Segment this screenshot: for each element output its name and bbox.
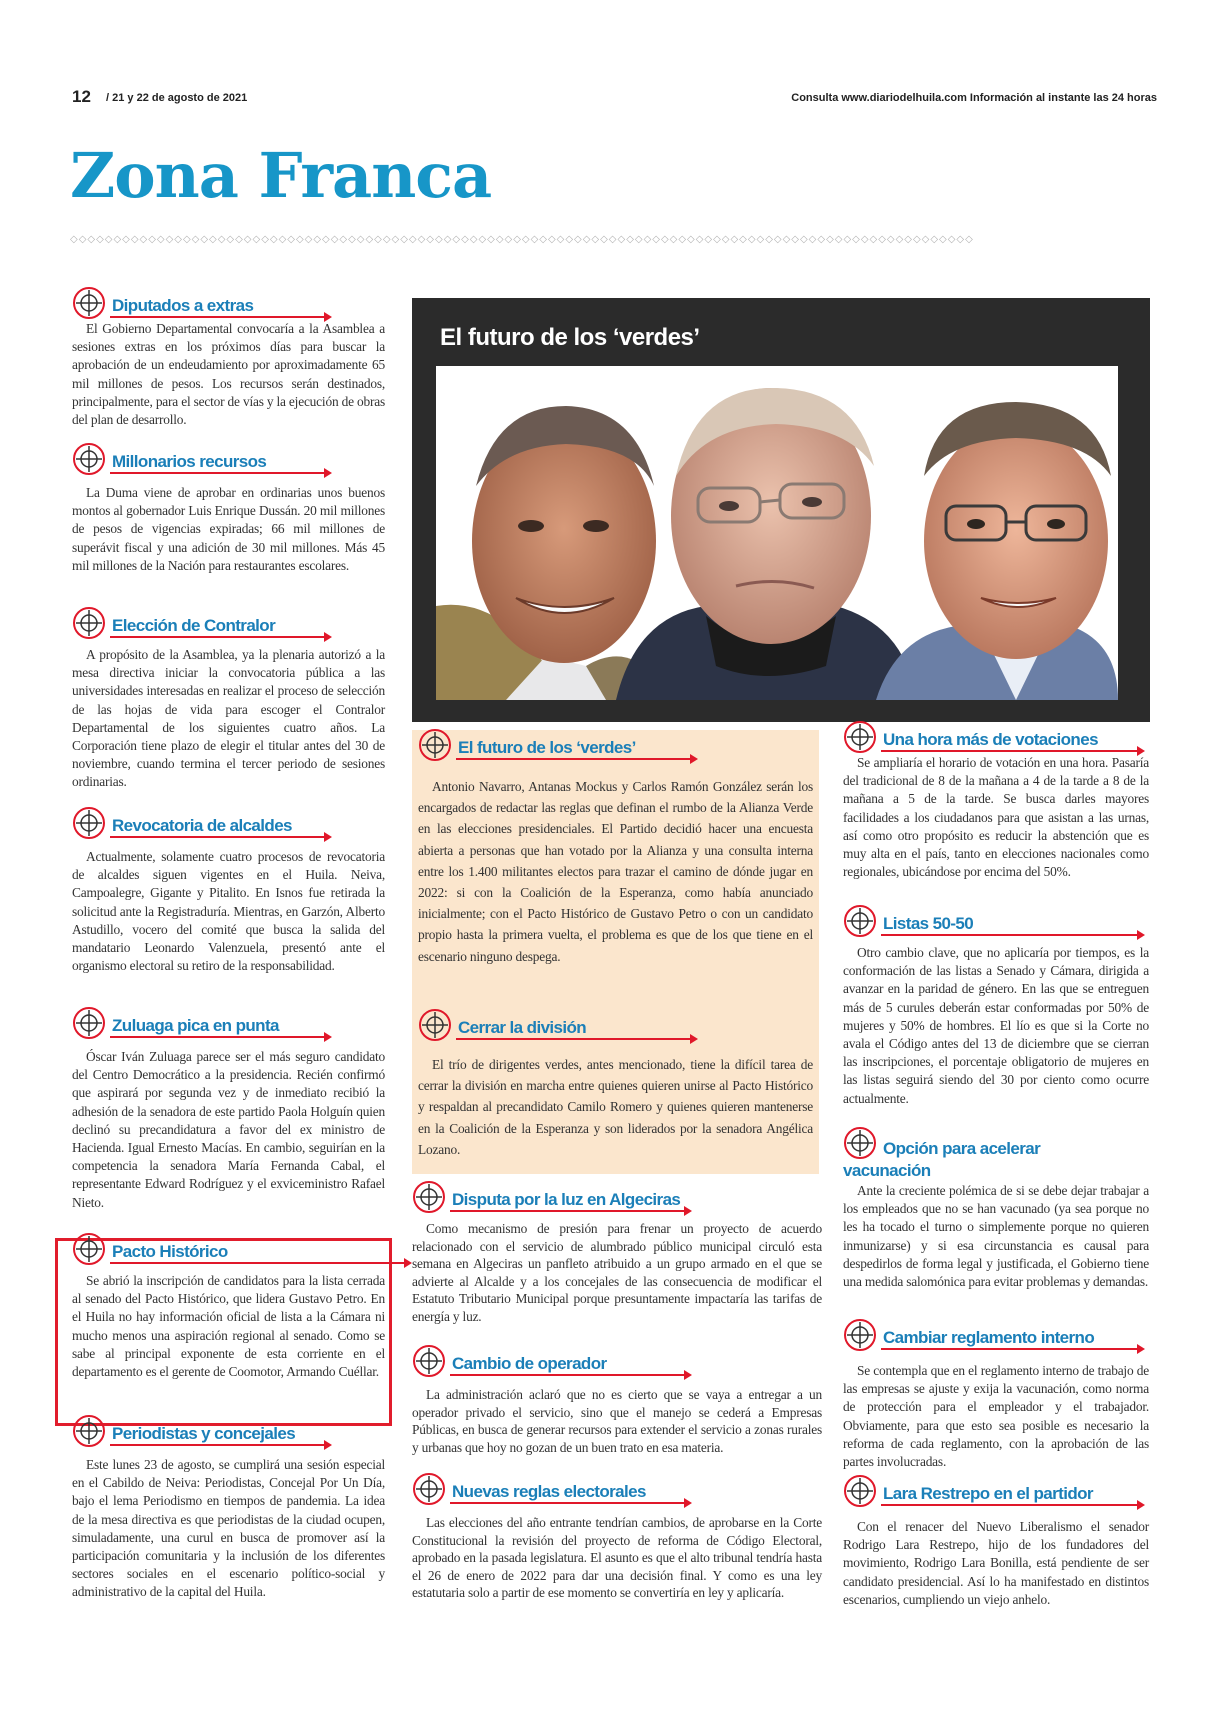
- arrow-decoration: [450, 1502, 690, 1504]
- article-body: Otro cambio clave, que no aplicaría por tiempos, es la conformación de las listas a Senado y Cámara, dirigida a avanzar en la paridad de género. En las que se entreguen más de 5 curules deberán estar conformadas por 50% de mujeres y 50% de hombres. El lío es que si la Corte no avala el Código antes del 13 de diciembre que se cierran las inscripciones, el porcentaje obligatorio de mujeres en las listas seguirá siendo del 30 por ciento como ocurre actualmente.: [843, 945, 1149, 1106]
- article-hora: [843, 720, 1149, 881]
- article-title: Una hora más de votaciones: [883, 730, 1098, 749]
- crosshair-icon: [72, 806, 106, 840]
- article-title: Disputa por la luz en Algeciras: [452, 1190, 681, 1209]
- article-body: Óscar Iván Zuluaga parece ser el más seguro candidato del Centro Democrático a la presidencia. Recién confirmó que aspirará por segunda vez y de inmediato recibió la adhesión de la senadora de este partido Paola Holguín quien declinó su precandidatura a favor del ex ministro de Hacienda. Igual Ernesto Macías. En cambio, seguirían en la competencia la senadora María Fernanda Cabal, el representante Edward Rodríguez y el exviceministro Rafael Nieto.: [72, 1049, 385, 1210]
- article-algeciras: [412, 1180, 822, 1326]
- crosshair-icon: [418, 1008, 452, 1042]
- article-title: El futuro de los ‘verdes’: [458, 738, 636, 757]
- article-title: Listas 50-50: [883, 914, 974, 933]
- article-body: Ante la creciente polémica de si se debe dejar trabajar a los empleados que no se han vacunado (ya sea porque no les ha tocado el turno o simplemente porque no quieren inmunizarse) y si esa circunstancia es causal para despedirlos de forma legal y justificada, el Gobierno tiene una medida salomónica para evitar problemas y demandas.: [843, 1183, 1149, 1290]
- article-body: La Duma viene de aprobar en ordinarias unos buenos montos al gobernador Luis Enrique Dussán. 20 mil millones de pesos de vigencias expiradas; 66 mil millones de superávit fiscal y una adición de 30 mil millones. Más 45 mil millones de la Nación para restaurantes escolares.: [72, 485, 385, 573]
- crosshair-icon: [843, 904, 877, 938]
- crosshair-icon: [72, 1414, 106, 1448]
- arrow-decoration: [881, 1348, 1143, 1350]
- website-tagline: Consulta www.diariodelhuila.com Información al instante las 24 horas: [791, 92, 1157, 104]
- article-title: Lara Restrepo en el partidor: [883, 1484, 1093, 1503]
- arrow-decoration: [456, 1038, 696, 1040]
- crosshair-icon: [412, 1472, 446, 1506]
- article-body: El trío de dirigentes verdes, antes mencionado, tiene la difícil tarea de cerrar la división en marcha entre quienes quieren unirse al Pacto Histórico y respaldan al precandidato Camilo Romero y quienes quieren mantenerse en la Coalición de la Esperanza y son liderados por la senadora Angélica Lozano.: [418, 1057, 813, 1157]
- feature-title: El futuro de los ‘verdes’: [440, 324, 700, 351]
- article-title: Elección de Contralor: [112, 616, 276, 635]
- article-body: Como mecanismo de presión para frenar un proyecto de acuerdo relacionado con el servicio de alumbrado público municipal circuló esta semana en Algeciras un panfleto atribuido a un grupo armado en el que se advierte al Alcalde y a los concejales de las consecuencia de modificar el Estatuto Tributario Municipal porque presuntamente impactaría las tarifas de energía y luz.: [412, 1221, 822, 1324]
- article-title: Millonarios recursos: [112, 452, 267, 471]
- crosshair-icon: [843, 1474, 877, 1508]
- article-title: Nuevas reglas electorales: [452, 1482, 646, 1501]
- article-body: El Gobierno Departamental convocaría a la Asamblea a sesiones extras en los próximos días para buscar la aprobación de un endeudamiento por aproximadamente 65 mil millones de pesos. Los recursos serán destinados, principalmente, para el sector de vías y la ejecución de obras del plan de desarrollo.: [72, 321, 385, 428]
- arrow-decoration: [110, 1444, 330, 1446]
- article-contralor: [72, 606, 385, 792]
- crosshair-icon: [412, 1180, 446, 1214]
- article-body: Con el renacer del Nuevo Liberalismo el senador Rodrigo Lara Restrepo, hijo de los fundadores del movimiento, Rodrigo Lara Bonilla, está pendiente de ser candidato presidencial. Así lo ha manifestado en distintos escenarios, cumpliendo un viejo anhelo.: [843, 1519, 1149, 1607]
- article-reglamento: [843, 1318, 1149, 1471]
- article-title: Zuluaga pica en punta: [112, 1016, 279, 1035]
- article-body: Este lunes 23 de agosto, se cumplirá una sesión especial en el Cabildo de Neiva: Periodistas, Concejal Por Un Día, bajo el lema Periodismo en tiempos de pandemia. La idea de la mesa directiva es que periodistas de la ciudad ocupen, simuladamente, una curul en busca de promover así la participación comunitaria y la inclusión de los diferentes sectores sociales en el escenario político-social y administrativo de la capital del Huila.: [72, 1457, 385, 1600]
- crosshair-icon: [72, 286, 106, 320]
- article-body: A propósito de la Asamblea, ya la plenaria autorizó a la mesa directiva iniciar la convocatoria pública a las universidades interesadas en realizar el proceso de selección de las hojas de vida para escoger el Contralor Departamental de los siguientes cuatro años. La Corporación tiene plazo de elegir el titular antes del 30 de noviembre, cuando termina el tercer periodo de sesiones ordinarias.: [72, 647, 385, 790]
- article-body: Actualmente, solamente cuatro procesos de revocatoria de alcaldes siguen vigentes en el Huila. Neiva, Campoalegre, Gigante y Pitalito. En Isnos fue retirada la solicitud ante la Registraduría. Mientras, en Garzón, Alberto Astudillo, vocero del comité que busca la salida del mandatario Leonardo Valenzuela, presentó ante el organismo electoral su retiro de la responsabilidad.: [72, 849, 385, 974]
- article-title: Cambiar reglamento interno: [883, 1328, 1095, 1347]
- article-periodistas: [72, 1414, 385, 1602]
- article-operador: [412, 1344, 822, 1456]
- article-body: La administración aclaró que no es cierto que se vaya a entregar a un operador privado el servicio, sino que el manejo se cederá a Empresas Públicas, en busca de generar recursos para extender el servicio a zonas rurales y urbanas que hoy no gozan de un buen trato en esa materia.: [412, 1387, 822, 1455]
- section-title: Zona Franca: [70, 139, 492, 212]
- crosshair-icon: [72, 442, 106, 476]
- article-division: [418, 1008, 813, 1160]
- article-title: Diputados a extras: [112, 296, 254, 315]
- arrow-decoration: [450, 1374, 690, 1376]
- ornamental-divider: ◇◇◇◇◇◇◇◇◇◇◇◇◇◇◇◇◇◇◇◇◇◇◇◇◇◇◇◇◇◇◇◇◇◇◇◇◇◇◇◇◇◇◇◇◇◇◇◇◇◇◇◇◇◇◇◇◇◇◇◇◇◇◇◇◇◇◇◇◇◇◇◇◇◇◇◇◇◇◇◇◇◇◇◇◇◇◇◇◇◇◇◇◇◇◇◇◇◇◇◇◇◇◇◇: [70, 234, 974, 245]
- article-title: Cambio de operador: [452, 1354, 607, 1373]
- article-millonarios: [72, 442, 385, 575]
- article-title: Periodistas y concejales: [112, 1424, 296, 1443]
- article-body: Se ampliaría el horario de votación en una hora. Pasaría del tradicional de 8 de la mañana a 4 de la tarde a 8 de la mañana a 5 de la tarde. Se busca darles mayores facilidades a los ciudadanos para que asistan a las urnas, así como otro propósito es reducir la abstención que es muy alta en el país, tanto en elecciones nacionales como regionales, ubicándose por encima del 50%.: [843, 755, 1149, 880]
- crosshair-icon: [412, 1344, 446, 1378]
- article-title: Opción para acelerar vacunación: [843, 1139, 1041, 1180]
- article-diputados: [72, 286, 385, 429]
- arrow-decoration: [110, 316, 330, 318]
- politicians-photo: [436, 366, 1118, 700]
- article-body: Antonio Navarro, Antanas Mockus y Carlos Ramón González serán los encargados de redactar las reglas que definan el rumbo de la Alianza Verde en las elecciones presidenciales. El Partido decidió hacer una encuesta abierta a personas que han votado por la Alianza y una consulta interna entre los 1.400 militantes electos para trazar el camino de dónde jugar en 2022: si con la Coalición de la Esperanza, como había anunciado inicialmente; con el Pacto Histórico de Gustavo Petro o con un candidato propio hasta la primera vuelta, el problema es que de los que tiene en el escenario ninguno despega.: [418, 779, 813, 964]
- crosshair-icon: [843, 720, 877, 754]
- page-header: [72, 87, 1157, 110]
- article-listas: [843, 904, 1149, 1108]
- page-number: 12: [72, 87, 91, 106]
- crosshair-icon: [72, 1006, 106, 1040]
- article-body: Se abrió la inscripción de candidatos para la lista cerrada al senado del Pacto Histórico, que lidera Gustavo Petro. En el Huila no hay información oficial de lista a la Cámara ni mucho menos una aspiración regional al senado. Como se sabe al principal exponente de esta corriente en el departamento es el gerente de Coomotor, Armando Cuéllar.: [72, 1273, 385, 1380]
- arrow-decoration: [881, 934, 1143, 936]
- crosshair-icon: [72, 606, 106, 640]
- article-vacunacion: [843, 1126, 1149, 1291]
- arrow-decoration: [110, 836, 330, 838]
- arrow-decoration: [110, 1036, 330, 1038]
- arrow-decoration: [110, 636, 330, 638]
- arrow-decoration: [110, 1262, 410, 1264]
- feature-photo-box: [412, 298, 1150, 722]
- article-zuluaga: [72, 1006, 385, 1212]
- arrow-decoration: [456, 758, 696, 760]
- crosshair-icon: [418, 728, 452, 762]
- article-body: Se contempla que en el reglamento interno de trabajo de las empresas se ajuste y exija la vacunación, como norma de protección para el empleador y el trabajador. Obviamente, para que esto sea posible es necesario la reforma de cada reglamento, con la aprobación de las partes involucradas.: [843, 1363, 1149, 1470]
- article-verdes: [418, 728, 813, 967]
- arrow-decoration: [881, 750, 1143, 752]
- crosshair-icon: [72, 1232, 106, 1266]
- article-reglas: [412, 1472, 822, 1602]
- article-revocatoria: [72, 806, 385, 975]
- article-lara: [843, 1474, 1149, 1609]
- article-title: Revocatoria de alcaldes: [112, 816, 292, 835]
- publication-date: / 21 y 22 de agosto de 2021: [106, 92, 248, 104]
- arrow-decoration: [881, 1504, 1143, 1506]
- arrow-decoration: [450, 1210, 690, 1212]
- article-title: Pacto Histórico: [112, 1242, 228, 1261]
- arrow-decoration: [110, 472, 330, 474]
- article-title: Cerrar la división: [458, 1018, 587, 1037]
- article-pacto: [72, 1232, 385, 1381]
- portrait-illustration: [436, 366, 1118, 700]
- article-body: Las elecciones del año entrante tendrían cambios, de aprobarse en la Corte Constitucional la revisión del proyecto de reforma de Código Electoral, aprobado en la pasada legislatura. El asunto es que el alto tribunal tendría hasta el 26 de enero de 2022 para dar una decisión final. Y como es una ley estatutaria solo a partir de ese momento se convertiría en ley y aplicaría.: [412, 1515, 822, 1601]
- crosshair-icon: [843, 1318, 877, 1352]
